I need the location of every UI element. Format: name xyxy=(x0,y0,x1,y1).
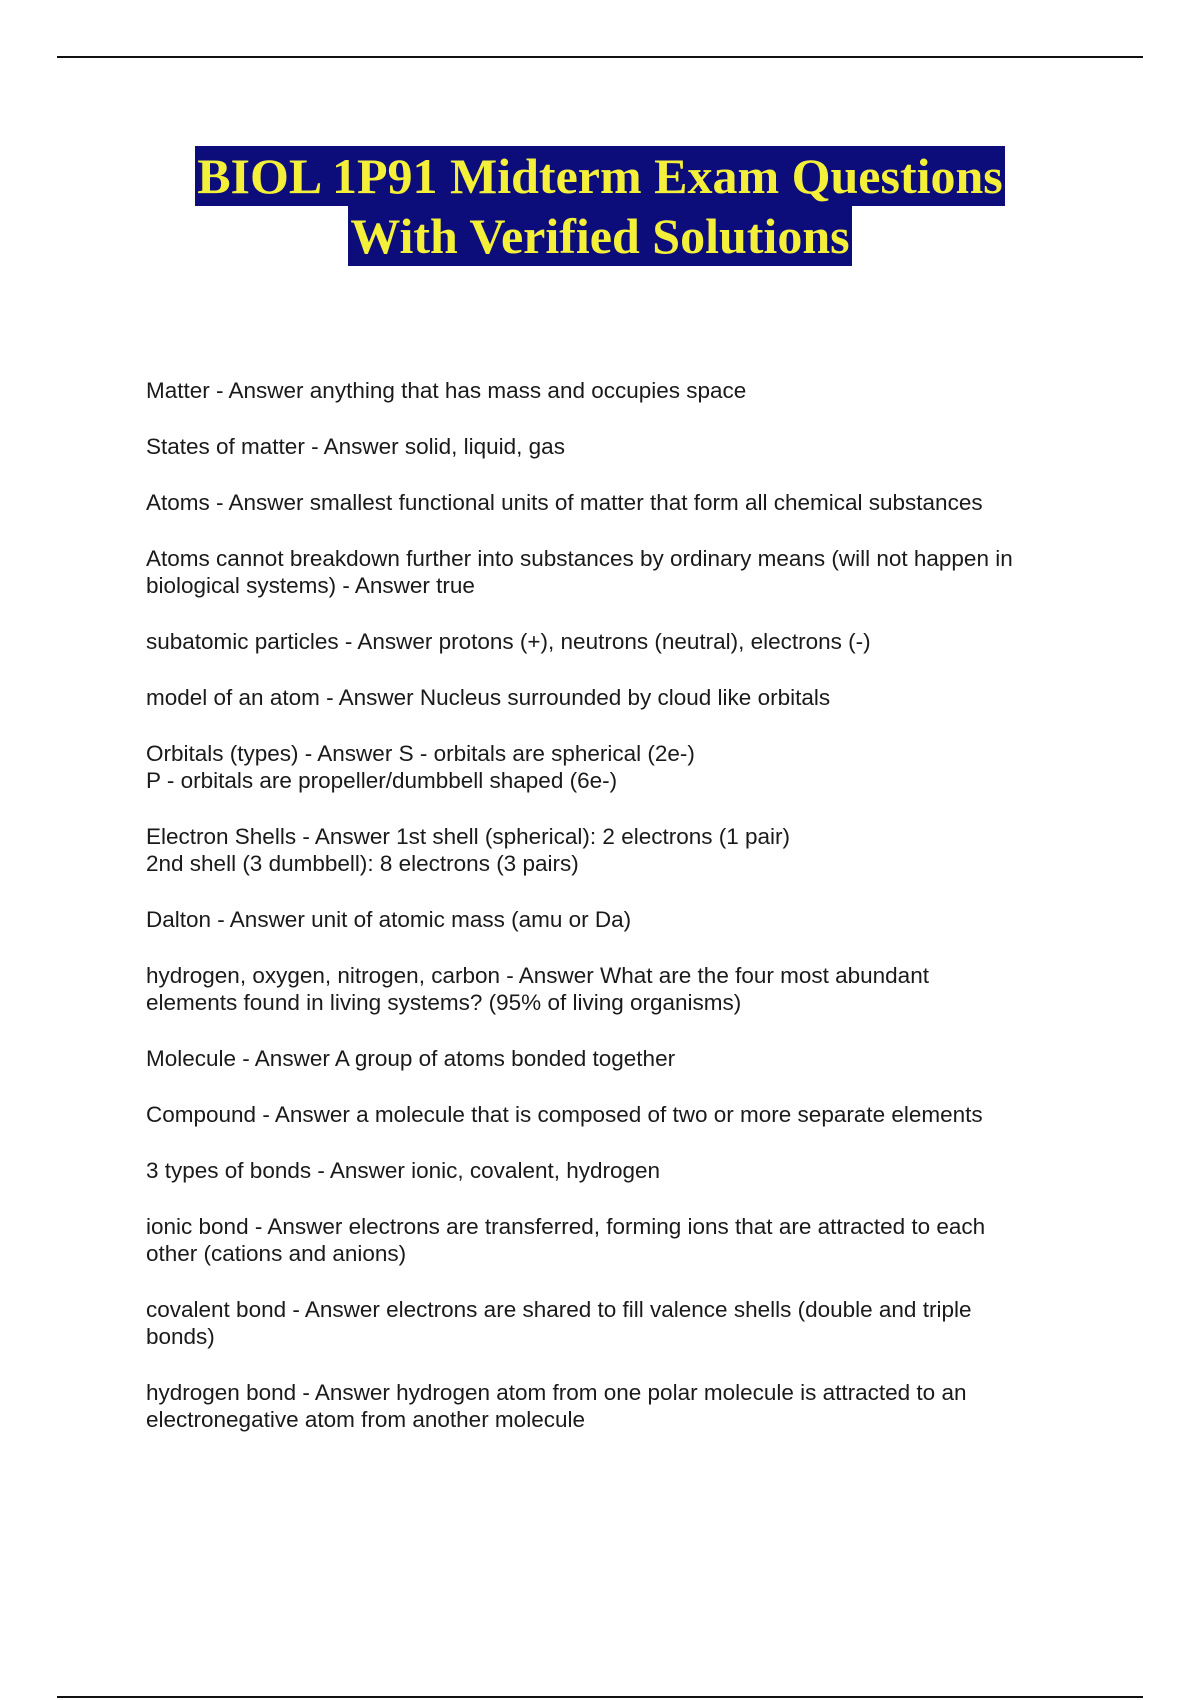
qa-item-states-of-matter xyxy=(146,433,1086,460)
qa-item-molecule xyxy=(146,1045,1086,1072)
qa-item-covalent-bond xyxy=(146,1296,1086,1350)
qa-item-model-of-atom xyxy=(146,684,1086,711)
qa-item-electron-shells xyxy=(146,823,1086,877)
qa-item-dalton xyxy=(146,906,1086,933)
qa-line: Atoms cannot breakdown further into substances by ordinary means (will not happen in xyxy=(146,546,1013,571)
qa-line: 3 types of bonds - Answer ionic, covalent, hydrogen xyxy=(146,1158,661,1183)
qa-line: model of an atom - Answer Nucleus surrounded by cloud like orbitals xyxy=(146,685,831,710)
qa-line: other (cations and anions) xyxy=(146,1241,407,1266)
top-rule xyxy=(57,56,1143,58)
qa-line: Electron Shells - Answer 1st shell (spherical): 2 electrons (1 pair) xyxy=(146,824,791,849)
qa-item-atoms-breakdown xyxy=(146,545,1086,599)
qa-line: P - orbitals are propeller/dumbbell shaped (6e-) xyxy=(146,768,618,793)
qa-line: Matter - Answer anything that has mass and occupies space xyxy=(146,378,747,403)
qa-line: elements found in living systems? (95% of living organisms) xyxy=(146,990,742,1015)
qa-line: hydrogen, oxygen, nitrogen, carbon - Answer What are the four most abundant xyxy=(146,963,929,988)
qa-item-subatomic-particles xyxy=(146,628,1086,655)
qa-line: States of matter - Answer solid, liquid, gas xyxy=(146,434,565,459)
qa-item-matter xyxy=(146,377,1086,404)
qa-item-abundant-elements xyxy=(146,962,1086,1016)
qa-line: Orbitals (types) - Answer S - orbitals are spherical (2e-) xyxy=(146,741,695,766)
qa-list xyxy=(146,377,1086,1462)
title-line-2: With Verified Solutions xyxy=(350,208,850,264)
qa-item-orbitals xyxy=(146,740,1086,794)
title-line-1: BIOL 1P91 Midterm Exam Questions xyxy=(197,148,1003,204)
qa-line: ionic bond - Answer electrons are transferred, forming ions that are attracted to each xyxy=(146,1214,986,1239)
qa-line: bonds) xyxy=(146,1324,215,1349)
qa-line: Dalton - Answer unit of atomic mass (amu or Da) xyxy=(146,907,632,932)
qa-item-atoms xyxy=(146,489,1086,516)
qa-line: hydrogen bond - Answer hydrogen atom from one polar molecule is attracted to an xyxy=(146,1380,967,1405)
qa-line: biological systems) - Answer true xyxy=(146,573,475,598)
qa-line: Molecule - Answer A group of atoms bonded together xyxy=(146,1046,676,1071)
qa-item-ionic-bond xyxy=(146,1213,1086,1267)
bottom-rule xyxy=(57,1696,1143,1698)
qa-line: Compound - Answer a molecule that is composed of two or more separate elements xyxy=(146,1102,983,1127)
qa-line: 2nd shell (3 dumbbell): 8 electrons (3 pairs) xyxy=(146,851,579,876)
qa-line: Atoms - Answer smallest functional units of matter that form all chemical substances xyxy=(146,490,983,515)
qa-line: electronegative atom from another molecule xyxy=(146,1407,585,1432)
document-title xyxy=(0,146,1200,266)
qa-item-hydrogen-bond xyxy=(146,1379,1086,1433)
qa-item-types-of-bonds xyxy=(146,1157,1086,1184)
qa-line: covalent bond - Answer electrons are shared to fill valence shells (double and triple xyxy=(146,1297,972,1322)
qa-item-compound xyxy=(146,1101,1086,1128)
qa-line: subatomic particles - Answer protons (+), neutrons (neutral), electrons (-) xyxy=(146,629,871,654)
